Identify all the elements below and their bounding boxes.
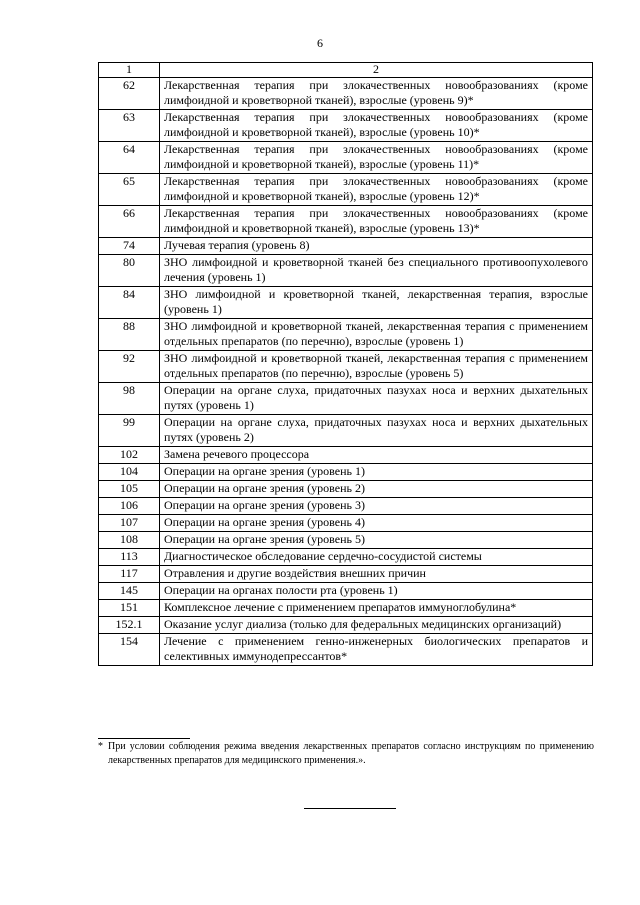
row-name: Лучевая терапия (уровень 8) [160, 238, 593, 255]
row-code: 102 [99, 447, 160, 464]
table-row [99, 583, 593, 600]
row-name: Диагностическое обследование сердечно-сосудистой системы [160, 549, 593, 566]
table-row [99, 174, 593, 206]
row-code: 105 [99, 481, 160, 498]
row-name: Операции на органах полости рта (уровень 1) [160, 583, 593, 600]
row-code: 151 [99, 600, 160, 617]
row-code: 145 [99, 583, 160, 600]
row-code: 80 [99, 255, 160, 287]
row-code: 66 [99, 206, 160, 238]
table-row [99, 383, 593, 415]
row-code: 62 [99, 78, 160, 110]
table-row [99, 142, 593, 174]
row-name: ЗНО лимфоидной и кроветворной тканей, лекарственная терапия с применением отдельных препаратов (по перечню), взрослые (уровень 1) [160, 319, 593, 351]
table-row [99, 532, 593, 549]
table-row [99, 351, 593, 383]
row-code: 98 [99, 383, 160, 415]
table-row [99, 319, 593, 351]
table-header-row [99, 63, 593, 78]
table-row [99, 78, 593, 110]
row-code: 65 [99, 174, 160, 206]
row-name: ЗНО лимфоидной и кроветворной тканей, лекарственная терапия, взрослые (уровень 1) [160, 287, 593, 319]
row-name: Оказание услуг диализа (только для федеральных медицинских организаций) [160, 617, 593, 634]
row-code: 104 [99, 464, 160, 481]
row-code: 113 [99, 549, 160, 566]
table-row [99, 515, 593, 532]
footnote-mark: * [98, 741, 103, 752]
row-name: Операции на органе зрения (уровень 1) [160, 464, 593, 481]
table-row [99, 415, 593, 447]
table-row [99, 206, 593, 238]
column-header-code: 1 [99, 63, 160, 78]
row-name: Лекарственная терапия при злокачественных новообразованиях (кроме лимфоидной и кроветворной тканей), взрослые (уровень 13)* [160, 206, 593, 238]
row-name: Операции на органе зрения (уровень 2) [160, 481, 593, 498]
page-number: 6 [317, 36, 323, 50]
row-name: Операции на органе зрения (уровень 3) [160, 498, 593, 515]
row-name: Лекарственная терапия при злокачественных новообразованиях (кроме лимфоидной и кроветворной тканей), взрослые (уровень 11)* [160, 142, 593, 174]
table-row [99, 464, 593, 481]
table-row [99, 617, 593, 634]
row-code: 84 [99, 287, 160, 319]
row-code: 74 [99, 238, 160, 255]
table-row [99, 498, 593, 515]
table-row [99, 549, 593, 566]
column-header-name: 2 [160, 63, 593, 78]
row-name: Операции на органе слуха, придаточных пазухах носа и верхних дыхательных путях (уровень 2) [160, 415, 593, 447]
table-row [99, 110, 593, 142]
table-row [99, 447, 593, 464]
row-name: Лекарственная терапия при злокачественных новообразованиях (кроме лимфоидной и кроветворной тканей), взрослые (уровень 12)* [160, 174, 593, 206]
row-code: 106 [99, 498, 160, 515]
row-name: Отравления и другие воздействия внешних причин [160, 566, 593, 583]
row-name: Замена речевого процессора [160, 447, 593, 464]
row-code: 64 [99, 142, 160, 174]
end-separator [304, 808, 396, 809]
code-table [98, 62, 593, 666]
row-code: 152.1 [99, 617, 160, 634]
row-code: 108 [99, 532, 160, 549]
table-row [99, 600, 593, 617]
row-name: ЗНО лимфоидной и кроветворной тканей без специального противоопухолевого лечения (уровень 1) [160, 255, 593, 287]
row-name: Операции на органе слуха, придаточных пазухах носа и верхних дыхательных путях (уровень 1) [160, 383, 593, 415]
row-name: Лекарственная терапия при злокачественных новообразованиях (кроме лимфоидной и кроветворной тканей), взрослые (уровень 10)* [160, 110, 593, 142]
table-row [99, 255, 593, 287]
footnote-separator [98, 738, 190, 739]
table-body [99, 78, 593, 666]
row-code: 154 [99, 634, 160, 666]
row-name: ЗНО лимфоидной и кроветворной тканей, лекарственная терапия с применением отдельных препаратов (по перечню), взрослые (уровень 5) [160, 351, 593, 383]
row-name: Лекарственная терапия при злокачественных новообразованиях (кроме лимфоидной и кроветворной тканей), взрослые (уровень 9)* [160, 78, 593, 110]
row-code: 99 [99, 415, 160, 447]
table-row [99, 566, 593, 583]
table-row [99, 634, 593, 666]
row-code: 107 [99, 515, 160, 532]
row-name: Операции на органе зрения (уровень 4) [160, 515, 593, 532]
row-code: 88 [99, 319, 160, 351]
table-row [99, 287, 593, 319]
row-name: Лечение с применением генно-инженерных биологических препаратов и селективных иммунодепрессантов* [160, 634, 593, 666]
row-code: 63 [99, 110, 160, 142]
footnote [98, 740, 594, 768]
table-row [99, 238, 593, 255]
row-code: 92 [99, 351, 160, 383]
row-name: Операции на органе зрения (уровень 5) [160, 532, 593, 549]
row-name: Комплексное лечение с применением препаратов иммуноглобулина* [160, 600, 593, 617]
table-row [99, 481, 593, 498]
row-code: 117 [99, 566, 160, 583]
footnote-text: При условии соблюдения режима введения лекарственных препаратов согласно инструкциям по применению лекарственных препаратов для медицинского применения.». [108, 741, 594, 766]
